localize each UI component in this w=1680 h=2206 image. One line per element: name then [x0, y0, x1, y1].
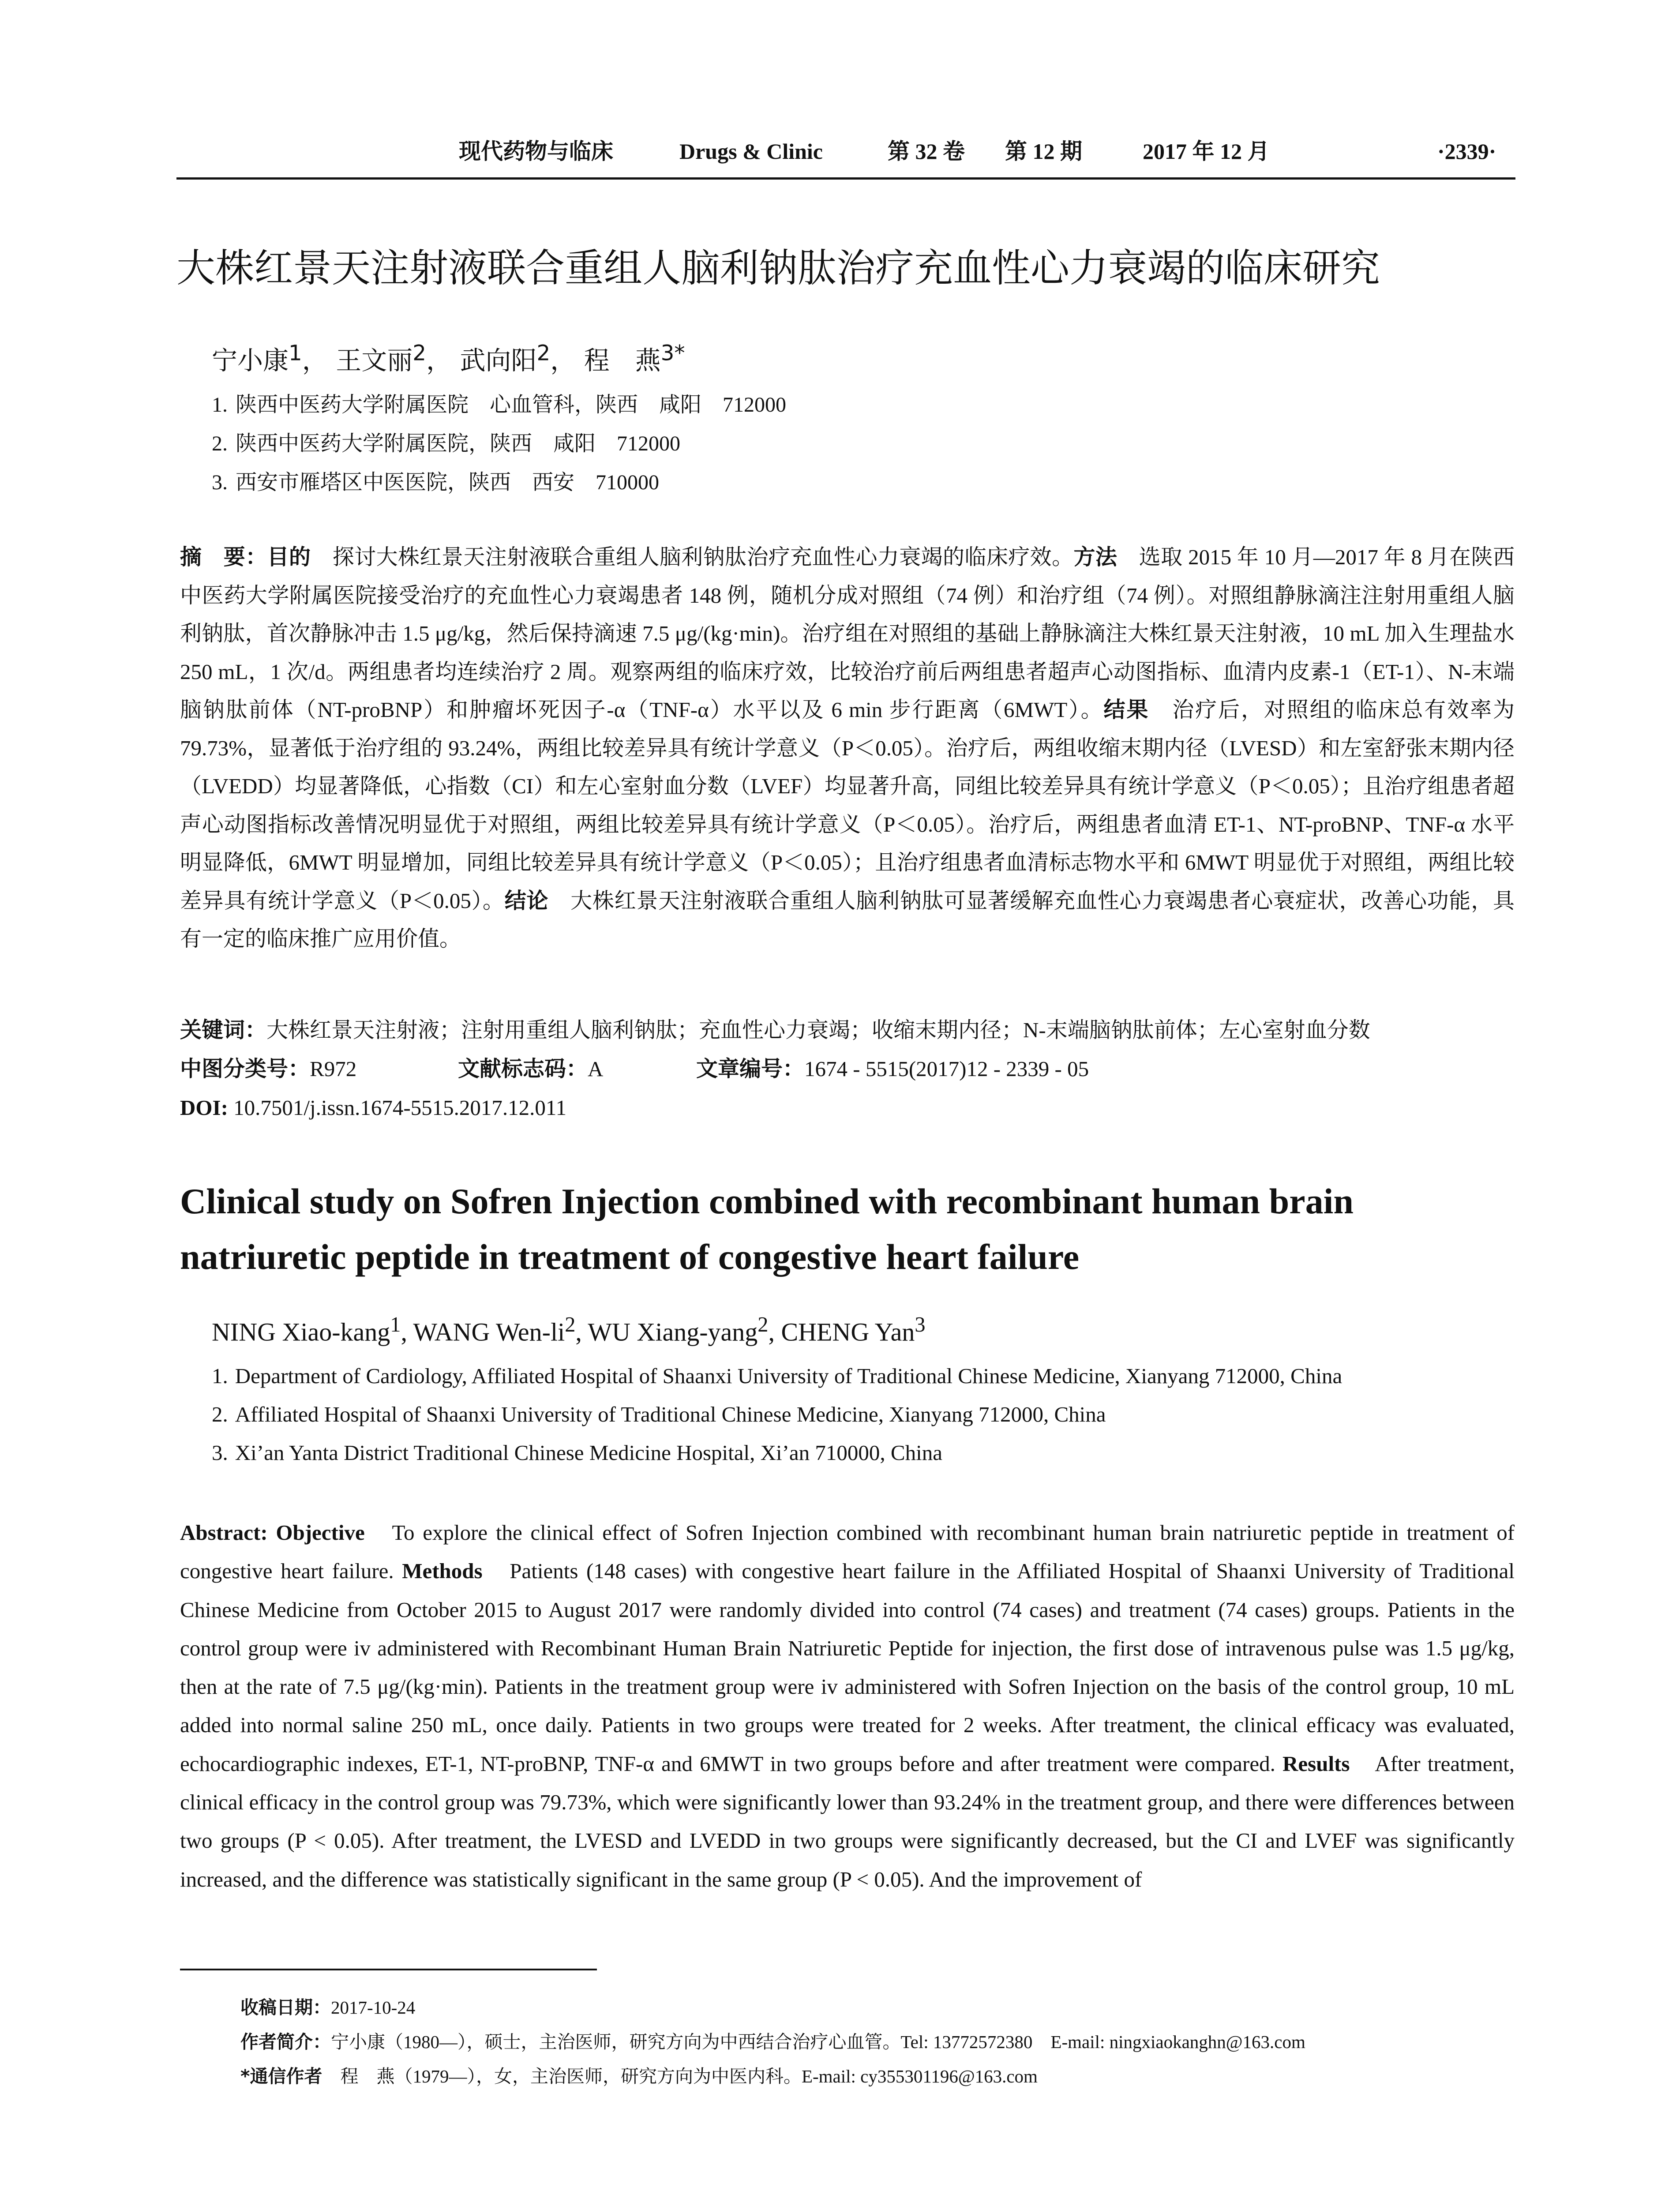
results-text: After treatment, clinical efficacy in the control group was 79.73%, which were significantly lower than 93.24% in the treatment group, and there were differences between two groups (P < 0.05). After treatment, the LVESD and LVEDD in two groups were significantly decreased, but the CI and LVEF was significantly increased, and the difference was statistically significant in the same group (P < 0.05). And the improvement of: [180, 1751, 1515, 1891]
received-date: 2017-10-24: [331, 1997, 416, 2018]
conclusion-text: 大株红景天注射液联合重组人脑利钠肽可显著缓解充血性心力衰竭患者心衰症状，改善心功能，具有一定的临床推广应用价值。: [180, 888, 1515, 951]
methods-text: Patients (148 cases) with congestive heart failure in the Affiliated Hospital of Shaanxi University of Traditional Chinese Medicine from October 2015 to August 2017 were randomly divided into control (74 cases) and treatment (74 cases) groups. Patients in the control group were iv administered with Recombinant Human Brain Natriuretic Peptide for injection, the first dose of intravenous pulse was 1.5 μg/kg, then at the rate of 7.5 μg/(kg·min). Patients in the treatment group were iv administered with Sofren Injection on the basis of the control group, 10 mL added into normal saline 250 mL, once daily. Patients in two groups were treated for 2 weeks. After treatment, the clinical efficacy was evaluated, echocardiographic indexes, ET-1, NT-proBNP, TNF-α and 6MWT in two groups before and after treatment were compared.: [180, 1559, 1515, 1776]
footnote-corresponding: [240, 2067, 1038, 2086]
author-name: 王文丽: [336, 345, 413, 375]
header-rule: [176, 177, 1515, 180]
affiliation-num: 1.: [212, 1364, 228, 1388]
article-no-field: [696, 1058, 1089, 1080]
keywords-cn: [180, 1019, 1370, 1041]
classification-row: [180, 1058, 1089, 1080]
affiliation-en: [212, 1402, 1113, 1427]
affiliation-en: [212, 1440, 949, 1465]
affiliation-cn: [212, 426, 688, 457]
author-name: WU Xiang-yang: [588, 1317, 758, 1347]
affiliation-cn: [212, 465, 667, 495]
header-journal-cn: 现代药物与临床: [459, 139, 613, 164]
affiliation-cn: [212, 387, 794, 418]
received-label: 收稿日期：: [240, 1997, 331, 2018]
author-sep: ,: [401, 1317, 413, 1347]
affiliation-text: 西安市雁塔区中医医院，陕西 西安 710000: [236, 471, 660, 494]
objective-text: 探讨大株红景天注射液联合重组人脑利钠肽治疗充血性心力衰竭的临床疗效。: [311, 545, 1074, 569]
author-sep: ,: [768, 1317, 781, 1347]
doi-row: [180, 1097, 566, 1118]
corresponding-text: 程 燕（1979—），女，主治医师，研究方向为中医内科。E-mail: cy355301196@163.com: [322, 2066, 1038, 2086]
author-bio-label: 作者简介：: [240, 2031, 331, 2052]
header-volume: 第 32 卷: [888, 139, 965, 164]
results-label: 结果: [1103, 697, 1150, 722]
affiliation-en: [212, 1363, 1349, 1388]
author-sep: ，: [550, 345, 576, 375]
header-journal-en: Drugs & Clinic: [679, 139, 823, 164]
affiliation-text: Xi’an Yanta District Traditional Chinese Medicine Hospital, Xi’an 710000, China: [235, 1441, 942, 1465]
affiliation-num: 2.: [212, 432, 228, 455]
title-cn: 大株红景天注射液联合重组人脑利钠肽治疗充血性心力衰竭的临床研究: [176, 245, 1380, 291]
corresponding-label: *通信作者: [240, 2066, 322, 2087]
author-sup: 2: [758, 1313, 769, 1336]
author-bio: 宁小康（1980—），硕士，主治医师，研究方向为中西结合治疗心血管。Tel: 13772572380 E-mail: ningxiaokanghn@163.com: [331, 2032, 1305, 2052]
methods-label: 方法: [1073, 544, 1118, 570]
author-sup: 2: [536, 341, 551, 366]
affiliation-text: 陕西中医药大学附属医院 心血管科，陕西 咸阳 712000: [236, 393, 787, 416]
author-sup: 1: [289, 341, 302, 366]
methods-label: Methods: [402, 1559, 483, 1583]
author-name: CHENG Yan: [781, 1317, 915, 1347]
clc-label: 中图分类号：: [180, 1056, 310, 1081]
header-issue: 第 12 期: [1005, 139, 1082, 164]
objective-label: 目的: [267, 544, 311, 570]
objective-text: To explore the clinical effect of Sofren Injection combined with recombinant human brain natriuretic peptide in treatment of congestive heart failure.: [180, 1520, 1515, 1583]
author-sep: ，: [426, 345, 452, 375]
author-sep: ,: [575, 1317, 588, 1347]
affiliation-num: 3.: [212, 1441, 228, 1465]
article-no-label: 文章编号：: [696, 1056, 805, 1081]
article-no-value: 1674 - 5515(2017)12 - 2339 - 05: [804, 1057, 1089, 1081]
author-sup: 3: [915, 1313, 926, 1336]
header-page: ·2339·: [1437, 139, 1496, 164]
results-text: 治疗后，对照组的临床总有效率为 79.73%，显著低于治疗组的 93.24%，两组比较差异具有统计学意义（P＜0.05）。治疗后，两组收缩末期内径（LVESD）和左室舒张末期内径（LVEDD）均显著降低，心指数（CI）和左心室射血分数（LVEF）均显著升高，同组比较差异具有统计学意义（P＜0.05）；且治疗组患者超声心动图指标改善情况明显优于对照组，两组比较差异具有统计学意义（P＜0.05）。治疗后，两组患者血清 ET-1、NT-proBNP、TNF-α 水平明显降低，6MWT 明显增加，同组比较差异具有统计学意义（P＜0.05）；且治疗组患者血清标志物水平和 6MWT 明显优于对照组，两组比较差异具有统计学意义（P＜0.05）。: [180, 698, 1515, 913]
author-name: 宁小康: [212, 345, 289, 375]
doi-label: DOI:: [180, 1095, 228, 1120]
footnote-rule: [180, 1969, 597, 1970]
doccode-value: A: [588, 1057, 604, 1081]
affiliation-num: 2.: [212, 1402, 228, 1426]
footnote-received: [240, 1999, 415, 2017]
doccode-field: [458, 1058, 696, 1080]
keywords-label: 关键词：: [180, 1017, 267, 1043]
clc-value: R972: [310, 1057, 357, 1081]
author-sup: 2: [565, 1313, 576, 1336]
affiliation-text: Department of Cardiology, Affiliated Hospital of Shaanxi University of Traditional Chinese Medicine, Xianyang 712000, China: [235, 1364, 1342, 1388]
abstract-label: 摘 要：: [180, 544, 267, 570]
doi-link[interactable]: 10.7501/j.issn.1674-5515.2017.12.011: [233, 1095, 567, 1120]
author-sup: 1: [390, 1313, 401, 1336]
title-en: Clinical study on Sofren Injection combined with recombinant human brain natriuretic peptide in treatment of congestive heart failure: [180, 1181, 1354, 1277]
header-date: 2017 年 12 月: [1143, 139, 1270, 164]
abstract-label: Abstract:: [180, 1520, 276, 1545]
author-sep: ，: [302, 345, 328, 375]
objective-label: Objective: [276, 1520, 365, 1545]
affiliation-text: Affiliated Hospital of Shaanxi University of Traditional Chinese Medicine, Xianyang 712000, China: [235, 1402, 1106, 1426]
methods-text: 选取 2015 年 10 月—2017 年 8 月在陕西中医药大学附属医院接受治疗的充血性心力衰竭患者 148 例，随机分成对照组（74 例）和治疗组（74 例）。对照组静脉滴注注射用重组人脑利钠肽，首次静脉冲击 1.5 μg/kg，然后保持滴速 7.5 μg/(kg·min)。治疗组在对照组的基础上静脉滴注大株红景天注射液，10 mL 加入生理盐水 250 mL，1 次/d。两组患者均连续治疗 2 周。观察两组的临床疗效，比较治疗前后两组患者超声心动图指标、血清内皮素-1（ET-1）、N-末端脑钠肽前体（NT-proBNP）和肿瘤坏死因子-α（TNF-α）水平以及 6 min 步行距离（6MWT）。: [180, 545, 1515, 722]
author-name: WANG Wen-li: [413, 1317, 565, 1347]
affiliation-num: 3.: [212, 471, 228, 494]
affiliation-text: 陕西中医药大学附属医院，陕西 咸阳 712000: [236, 432, 681, 455]
keywords-text: 大株红景天注射液；注射用重组人脑利钠肽；充血性心力衰竭；收缩末期内径；N-末端脑钠肽前体；左心室射血分数: [266, 1018, 1370, 1042]
authors-en: [212, 1313, 926, 1347]
author-sup: 2: [412, 341, 426, 366]
results-label: Results: [1282, 1751, 1350, 1776]
author-name: NING Xiao-kang: [212, 1317, 390, 1347]
author-name: 武向阳: [460, 345, 537, 375]
clc-field: [180, 1058, 458, 1080]
authors-cn: [212, 340, 685, 377]
conclusion-label: 结论: [504, 888, 549, 913]
abstract-cn: [180, 538, 1515, 958]
abstract-en: [180, 1513, 1515, 1898]
author-sup: 3*: [660, 341, 685, 366]
footnote-author: [240, 2033, 1305, 2051]
affiliation-num: 1.: [212, 393, 228, 416]
doccode-label: 文献标志码：: [458, 1056, 588, 1081]
author-name: 程 燕: [584, 345, 661, 375]
